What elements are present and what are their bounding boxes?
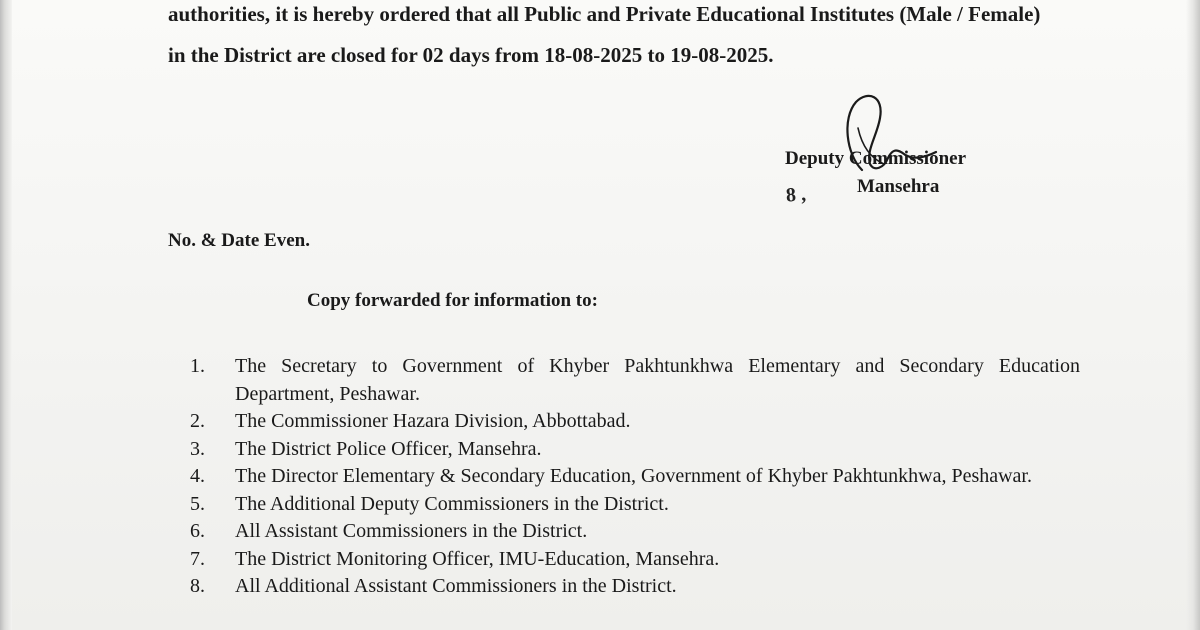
list-item: [190, 518, 1090, 546]
list-number: 8.: [190, 575, 205, 597]
signature-block: [780, 80, 1040, 210]
order-paragraph: [168, 0, 1068, 76]
designation: Deputy Commissioner: [785, 148, 967, 169]
date-from: 18-08-2025: [544, 43, 643, 67]
page-right-edge-shadow: [1186, 0, 1200, 630]
list-number: 5.: [190, 492, 205, 515]
distribution-list: [190, 353, 1090, 601]
list-item: [190, 573, 1090, 601]
list-text: The District Monitoring Officer, IMU-Education, Mansehra.: [235, 547, 720, 570]
list-text: All Assistant Commissioners in the District.: [235, 520, 588, 542]
list-text: The Director Elementary & Secondary Education, Government of Khyber Pakhtunkhwa, Peshawar.: [235, 465, 1032, 487]
list-text: The District Police Officer, Mansehra.: [235, 437, 542, 460]
list-number: 2.: [190, 410, 205, 432]
order-line-2: [168, 35, 1068, 76]
list-text: The Secretary to Government of Khyber Pakhtunkhwa Elementary and Secondary Education Department, Peshawar.: [235, 355, 1080, 405]
copy-heading: Copy forwarded for information to:: [307, 290, 598, 311]
page-left-edge-shadow: [0, 0, 12, 630]
order-line-1: authorities, it is hereby ordered that all Public and Private Educational Institutes (Male / Female): [168, 2, 1041, 26]
order-line-2-text: in the District are closed for 02 days from: [168, 43, 545, 67]
reference-line: No. & Date Even.: [168, 230, 310, 251]
list-text: The Additional Deputy Commissioners in the District.: [235, 492, 669, 515]
date-to-word: to: [642, 43, 671, 67]
list-item: [190, 436, 1090, 464]
list-item: [190, 546, 1090, 574]
list-item: [190, 463, 1090, 491]
handwritten-signature: [832, 88, 942, 188]
list-text: All Additional Assistant Commissioners in the District.: [235, 575, 677, 597]
date-to: 19-08-2025: [670, 43, 769, 67]
handwritten-mark: 8 ,: [785, 183, 807, 207]
list-item: [190, 353, 1090, 408]
list-number: 4.: [190, 465, 205, 487]
list-number: 7.: [190, 547, 205, 570]
order-period: .: [768, 43, 774, 67]
list-item: [190, 491, 1090, 519]
list-number: 1.: [190, 355, 205, 377]
list-item: [190, 408, 1090, 436]
list-text: The Commissioner Hazara Division, Abbottabad.: [235, 410, 631, 432]
list-number: 6.: [190, 520, 205, 542]
district-name: Mansehra: [857, 176, 940, 197]
list-number: 3.: [190, 437, 205, 460]
